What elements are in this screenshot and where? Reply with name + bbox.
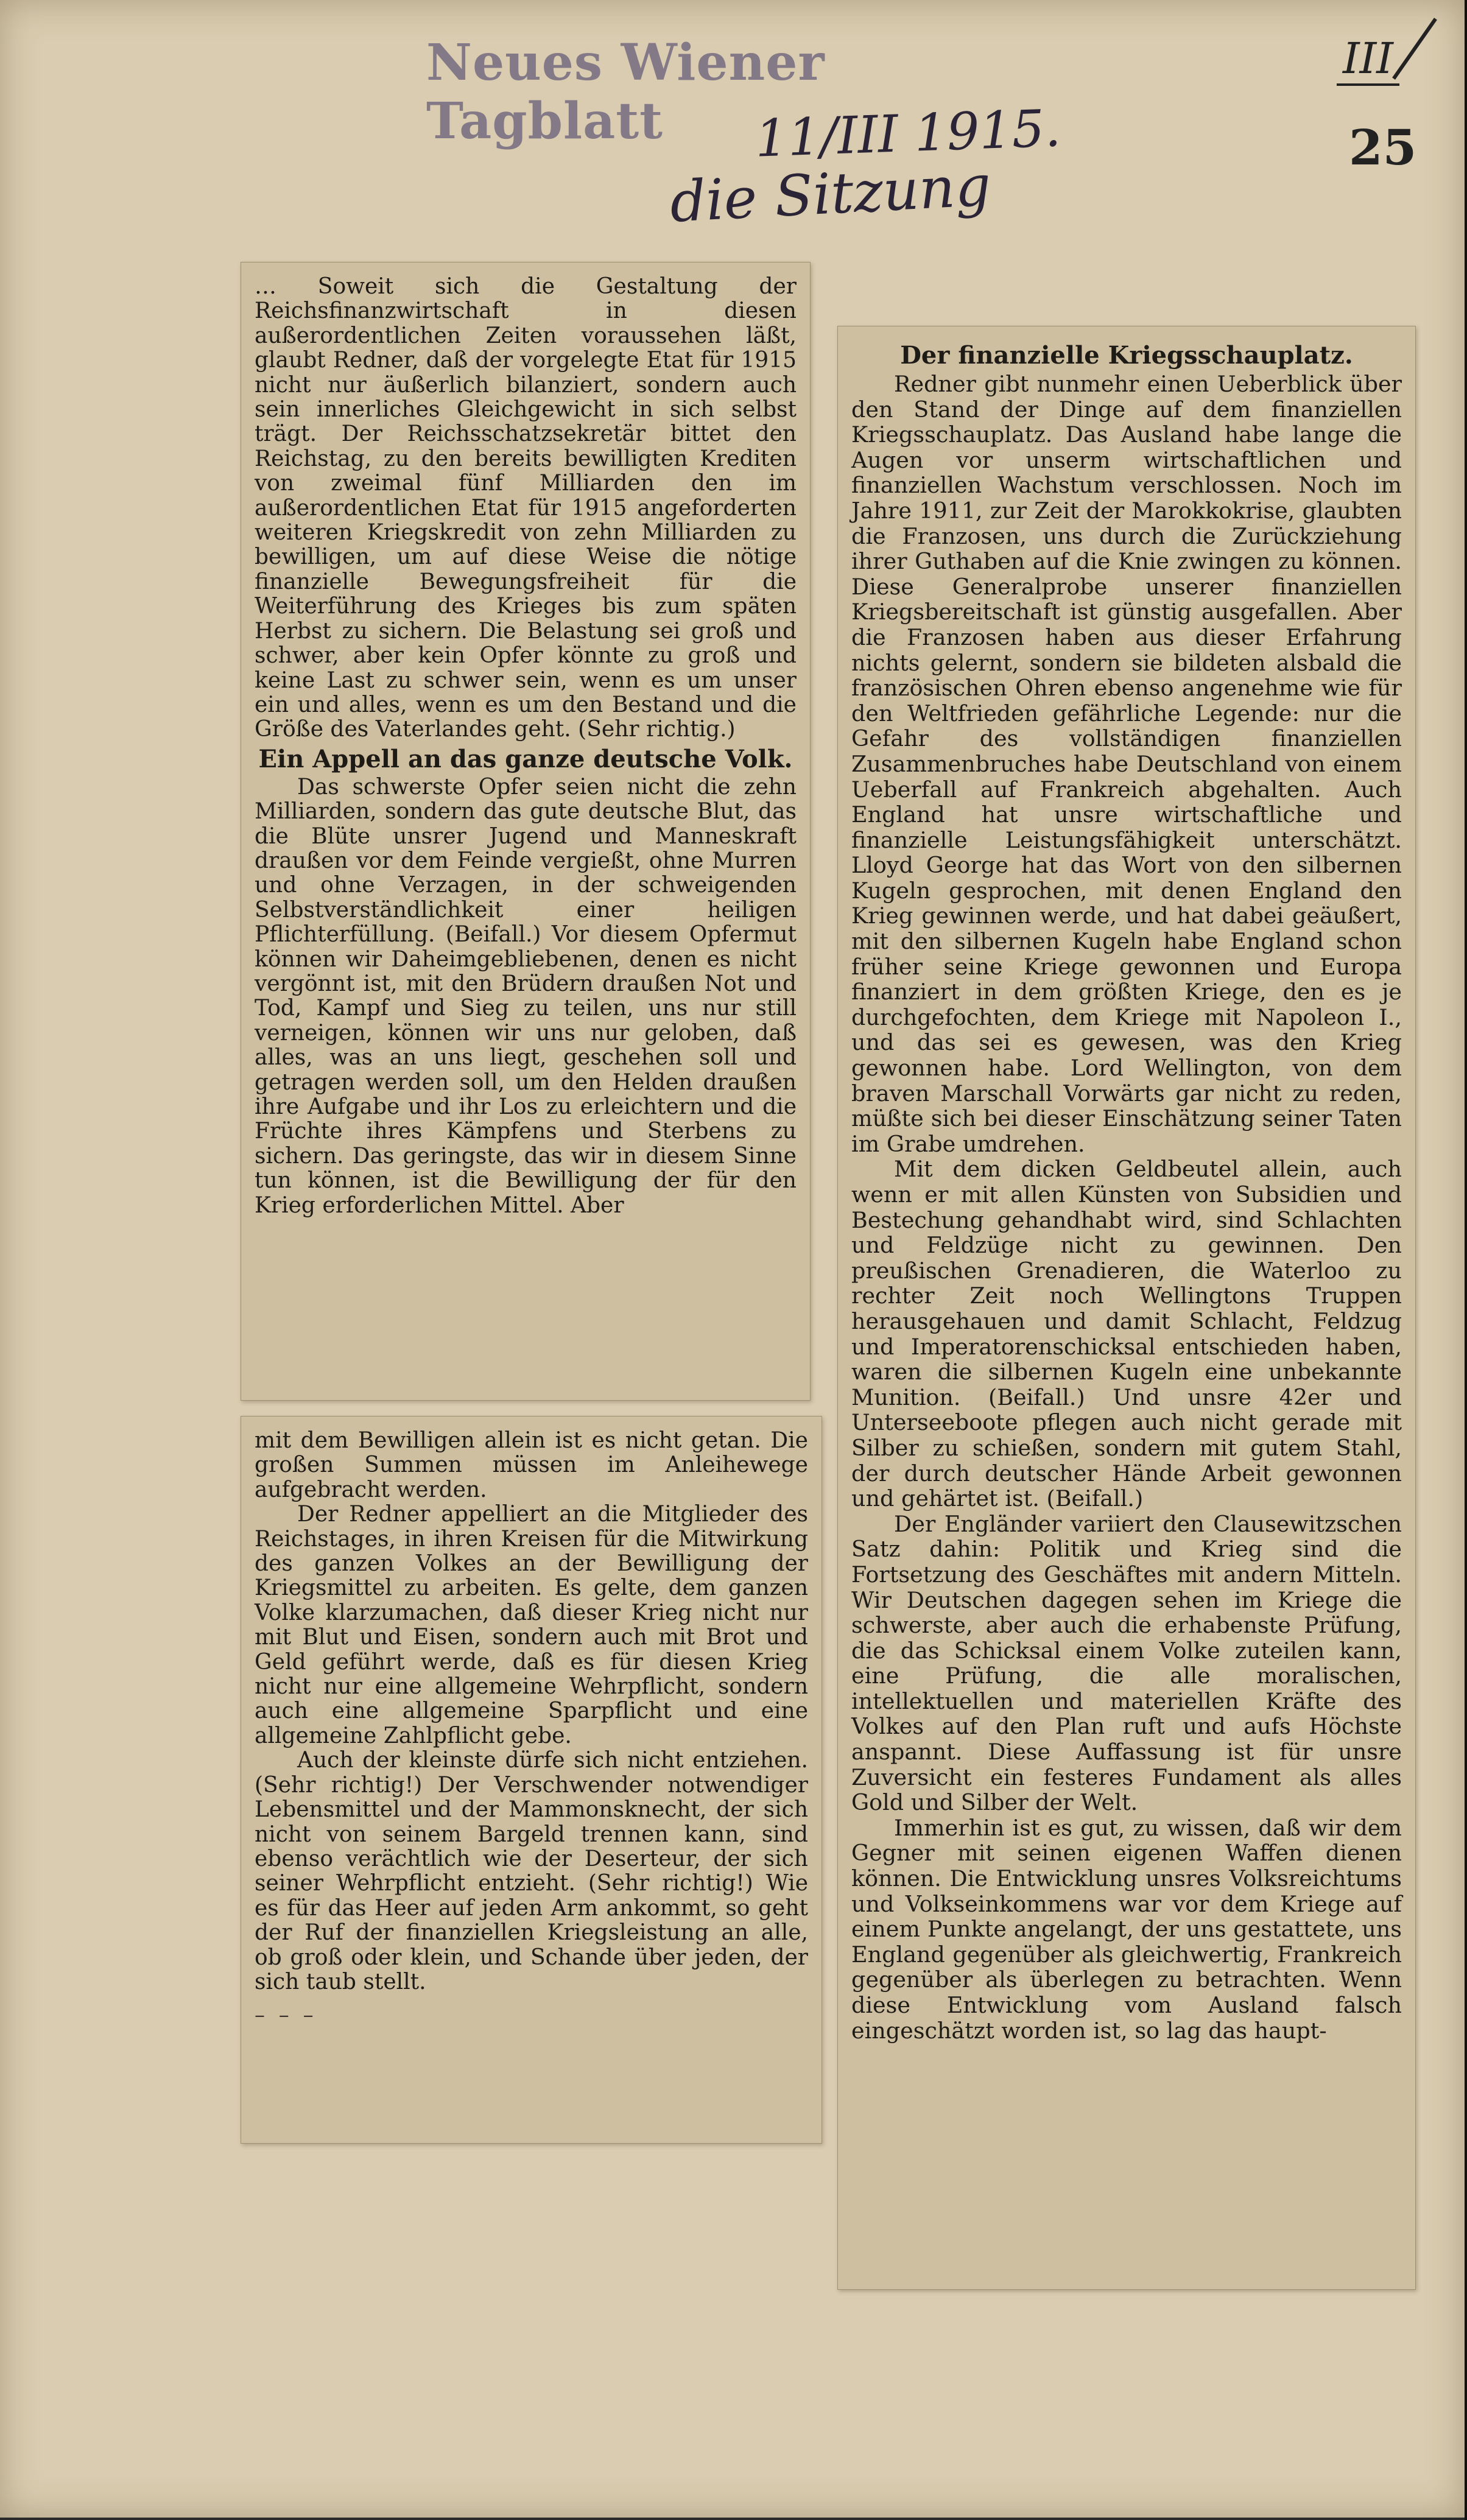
paragraph: Redner gibt nunmehr einen Ueberblick über den Stand der Dinge auf dem finanziellen Kriegsschauplatz. Das Ausland habe lange die Augen vor unserm wirtschaftlichen und finanziellen Wachstum verschlossen. Noch im Jahre 1911, zur Zeit der Marokkokrise, glaubten die Franzosen, uns durch die Zurückziehung ihrer Guthaben auf die Knie zwingen zu können. Diese Generalprobe unserer finanziellen Kriegsbereitschaft ist günstig ausgefallen. Aber die Franzosen haben aus dieser Erfahrung nichts gelernt, sondern sie bildeten alsbald die französischen Ohren ebenso angenehme wie für den Weltfrieden gefährliche Legende: nur die Gefahr des vollständigen finanziellen Zusammenbruches habe Deutschland von einem Ueberfall auf Frankreich abgehalten. Auch England hat unsre wirtschaftliche und finanzielle Leistungsfähigkeit unterschätzt. Lloyd George hat das Wort von den silbernen Kugeln gesprochen, mit denen England den Krieg gewinnen werde, und hat dabei geäußert, mit den silbernen Kugeln habe England schon früher seine Kriege gewonnen und Europa finanziert in dem größten Kriege, den es je durchgefochten, dem Kriege mit Napoleon I., und das sei es gewesen, was den Krieg gewonnen habe. Lord Wellington, von dem braven Marschall Vorwärts gar nicht zu reden, müßte sich bei dieser Einschätzung seiner Taten im Grabe umdrehen. [851, 371, 1402, 1157]
paragraph: Der Redner appelliert an die Mitglieder des Reichstages, in ihren Kreisen für die Mitwirkung des ganzen Volkes an der Bewilligung der Kriegsmittel zu arbeiten. Es gelte, dem ganzen Volke klarzumachen, daß dieser Krieg nicht nur mit Blut und Eisen, sondern auch mit Brot und Geld geführt werde, daß es für diesen Krieg nicht nur eine allgemeine Wehrpflicht, sondern auch eine allgemeine Sparpflicht und eine allgemeine Zahlpflicht gebe. [255, 1502, 808, 1748]
section-heading: Ein Appell an das ganze deutsche Volk. [258, 744, 793, 773]
clipping-left-top [241, 262, 811, 1401]
clipping-tail: – – – [255, 2003, 317, 2028]
paragraph: … Soweit sich die Gestaltung der Reichsfinanzwirtschaft in diesen außerordentlichen Zeiten voraussehen läßt, glaubt Redner, daß der vorgelegte Etat für 1915 nicht nur äußerlich bilanziert, sondern auch sein innerliches Gleichgewicht in sich selbst trägt. Der Reichsschatzsekretär bittet den Reichstag, zu den bereits bewilligten Krediten von zweimal fünf Milliarden den im außerordentlichen Etat für 1915 angeforderten weiteren Kriegskredit von zehn Milliarden zu bewilligen, um auf diese Weise die nötige finanzielle Bewegungsfreiheit für die Weiterführung des Krieges bis zum späten Herbst zu sichern. Die Belastung sei groß und schwer, aber kein Opfer könnte zu groß und keine Last zu schwer sein, wenn es um unser ein und alles, wenn es um den Bestand und die Größe des Vaterlandes geht. (Sehr richtig.) [255, 274, 797, 742]
paragraph: mit dem Bewilligen allein ist es nicht getan. Die großen Summen müssen im Anleihewege aufgebracht werden. [255, 1428, 808, 1502]
paragraph: Immerhin ist es gut, zu wissen, daß wir dem Gegner mit seinen eigenen Waffen dienen können. Die Entwicklung unsres Volksreichtums und Volkseinkommens war vor dem Kriege auf einem Punkte angelangt, der uns gestattete, uns England gegenüber als gleichwertig, Frankreich gegenüber als überlegen zu betrachten. Wenn diese Entwicklung vom Ausland falsch eingeschätzt worden ist, so lag das haupt- [851, 1814, 1402, 2044]
handwritten-date: 11/III 1915. [754, 98, 1062, 169]
clipping-left-bottom [241, 1416, 822, 2144]
section-heading: Der finanzielle Kriegsschauplatz. [900, 341, 1353, 370]
page-number: 25 [1349, 119, 1417, 176]
archive-mark: III [1337, 33, 1399, 86]
page-edge [1465, 0, 1467, 2520]
clipping-right [837, 326, 1416, 2290]
newspaper-stamp: Neues Wiener Tagblatt [426, 33, 825, 150]
paragraph: Mit dem dicken Geldbeutel allein, auch wenn er mit allen Künsten von Subsidien und Bestechung gehandhabt wird, sind Schlachten und Feldzüge nicht zu gewinnen. Den preußischen Grenadieren, die Waterloo zu rechter Zeit noch Wellingtons Truppen herausgehauen und damit Schlacht, Feldzug und Imperatorenschicksal entschieden haben, waren die silbernen Kugeln eine unbekannte Munition. (Beifall.) Und unsre 42er und Unterseeboote pflegen auch nicht gerade mit Silber zu schießen, sondern mit gutem Stahl, der durch deutscher Hände Arbeit gewonnen und gehärtet ist. (Beifall.) [851, 1156, 1402, 1512]
paragraph: Auch der kleinste dürfe sich nicht entziehen. (Sehr richtig!) Der Verschwender notwendiger Lebensmittel und der Mammonsknecht, der sich nicht von seinem Bargeld trennen kann, sind ebenso verächtlich wie der Deserteur, der sich seiner Wehrpflicht entzieht. (Sehr richtig!) Wie es für das Heer auf jeden Arm ankommt, so geht der Ruf der finanziellen Kriegsleistung an alle, ob groß oder klein, und Schande über jeden, der sich taub stellt. [255, 1748, 808, 1994]
paragraph: Das schwerste Opfer seien nicht die zehn Milliarden, sondern das gute deutsche Blut, das die Blüte unsrer Jugend und Manneskraft draußen vor dem Feinde vergießt, ohne Murren und ohne Verzagen, in der schweigenden Selbstverständlichkeit einer heiligen Pflichterfüllung. (Beifall.) Vor diesem Opfermut können wir Daheimgebliebenen, denen es nicht vergönnt ist, mit den Brüdern draußen Not und Tod, Kampf und Sieg zu teilen, uns nur still verneigen, können wir uns nur geloben, daß alles, was an uns liegt, geschehen soll und getragen werden soll, um den Helden draußen ihre Aufgabe und ihr Los zu erleichtern und die Früchte ihres Kämpfens und Sterbens zu sichern. Das geringste, das wir in diesem Sinne tun können, ist die Bewilligung der für den Krieg erforderlichen Mittel. Aber [255, 774, 797, 1218]
paragraph: Der Engländer variiert den Clausewitzschen Satz dahin: Politik und Krieg sind die Fortsetzung des Geschäftes mit andern Mitteln. Wir Deutschen dagegen sehen im Kriege die schwerste, aber auch die erhabenste Prüfung, die das Schicksal einem Volke zuteilen kann, eine Prüfung, die alle moralischen, intellektuellen und materiellen Kräfte des Volkes auf den Plan ruft und aufs Höchste anspannt. Diese Auffassung ist für unsre Zuversicht ein festeres Fundament als alles Gold und Silber der Welt. [851, 1510, 1402, 1816]
handwritten-note: die Sitzung [668, 153, 993, 235]
